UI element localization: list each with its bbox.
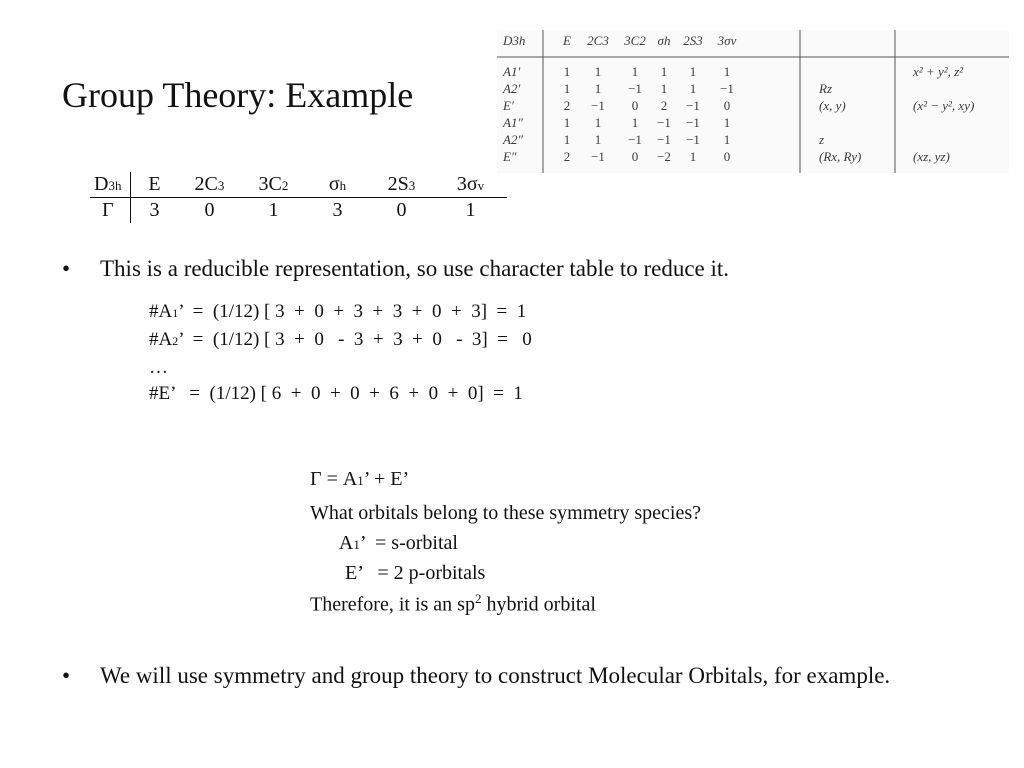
bullet-text: This is a reducible representation, so use character table to reduce it. [100,256,730,281]
bullet-reducible [62,252,962,286]
gamma-value: 0 [204,199,215,221]
table-operation: 3σv [717,33,737,48]
table-operation: 3C2 [624,33,646,48]
table-irrep-label: A2″ [503,132,523,147]
table-character: 1 [723,64,731,79]
table-character: 1 [689,64,697,79]
table-character: 1 [660,81,668,96]
table-operation: 2C3 [587,33,609,48]
op-sigma-h: σh [305,172,369,198]
e-orbital: E’ = 2 p-orbitals [310,562,486,584]
character-table-svg [497,30,1009,173]
hybrid-conclusion: Therefore, it is an $sp^2$ hybrid orbital [310,591,596,616]
table-character: 0 [631,149,639,164]
table-character: 1 [631,64,639,79]
bullet-marker: • [62,256,71,281]
table-character: −1 [720,81,734,96]
table-character: 2 [563,98,571,113]
reducible-representation-table [90,172,507,223]
table-irrep-label: E′ [503,98,514,113]
orbital-question: What orbitals belong to these symmetry species? [310,502,702,524]
table-quadratic-function: (xz, yz) [913,149,950,164]
gamma-value: 1 [465,199,476,221]
table-character: 1 [594,64,602,79]
table-character: 0 [723,149,731,164]
table-irrep-label: A1″ [503,115,523,130]
table-operation: 2S3 [683,33,703,48]
table-character: 2 [563,149,571,164]
bullet-marker: • [62,663,71,688]
table-character: 1 [689,149,697,164]
bullet-text: We will use symmetry and group theory to construct Molecular Orbitals, for example. [100,663,891,688]
table-character: 1 [594,132,602,147]
table-character: 1 [563,64,571,79]
table-character: 1 [563,81,571,96]
table-irrep-label: A1′ [503,64,521,79]
table-character: 2 [660,98,668,113]
gamma-value-row [90,198,507,224]
bullet-molecular-orbitals [62,659,962,729]
table-character: −2 [657,149,671,164]
table-character: −1 [628,132,642,147]
gamma-header-row [90,172,507,198]
table-linear-function: (x, y) [819,98,846,113]
table-operation: σh [657,33,671,48]
table-linear-function: Rz [819,81,832,96]
table-operation: E [563,33,571,48]
table-character: −1 [657,115,671,130]
equation-ellipsis: … [149,357,168,378]
table-character: −1 [657,132,671,147]
table-group-label: D3h [503,33,526,48]
op-2s3: 2S3 [369,172,433,198]
group-label: D3h [90,172,131,198]
table-character: −1 [628,81,642,96]
table-character: 1 [723,132,731,147]
op-3c2: 3C2 [241,172,305,198]
table-character: 1 [563,115,571,130]
table-character: −1 [686,132,700,147]
equation-a1: #A1’ = (1/12) [ 3 + 0 + 3 + 3 + 0 + 3] = 1 [149,301,527,322]
gamma-value: 3 [332,199,343,221]
table-character: −1 [591,149,605,164]
table-character: 1 [594,81,602,96]
op-2c3: 2C3 [177,172,241,198]
table-character: 1 [723,115,731,130]
gamma-value: 1 [268,199,279,221]
table-character: 1 [689,81,697,96]
table-character: −1 [686,115,700,130]
table-quadratic-function: x² + y², z² [913,64,964,79]
equation-e: #E’ = (1/12) [ 6 + 0 + 0 + 6 + 0 + 0] = 1 [149,383,523,404]
a1-orbital: A1’ = s-orbital [310,532,458,554]
table-character: −1 [686,98,700,113]
op-3sigma-v: 3σv [433,172,507,198]
slide-title: Group Theory: Example [62,75,414,115]
table-character: 1 [594,115,602,130]
table-character: 1 [660,64,668,79]
table-irrep-label: A2′ [503,81,521,96]
table-linear-function: (Rx, Ry) [819,149,862,164]
table-character: 1 [631,115,639,130]
table-character: −1 [591,98,605,113]
table-character: 1 [563,132,571,147]
op-e: E [131,172,178,198]
table-linear-function: z [819,132,825,147]
gamma-decomposition: Γ = A1’ + E’ [310,468,410,490]
gamma-label: Γ [90,198,131,224]
table-irrep-label: E″ [503,149,517,164]
table-character: 0 [631,98,639,113]
character-table-image [497,30,1009,173]
gamma-value: 0 [396,199,407,221]
table-quadratic-function: (x² − y², xy) [913,98,975,113]
equation-a2: #A2’ = (1/12) [ 3 + 0 - 3 + 3 + 0 - 3] = 0 [149,329,532,350]
table-character: 0 [723,98,731,113]
gamma-value: 3 [149,199,160,221]
